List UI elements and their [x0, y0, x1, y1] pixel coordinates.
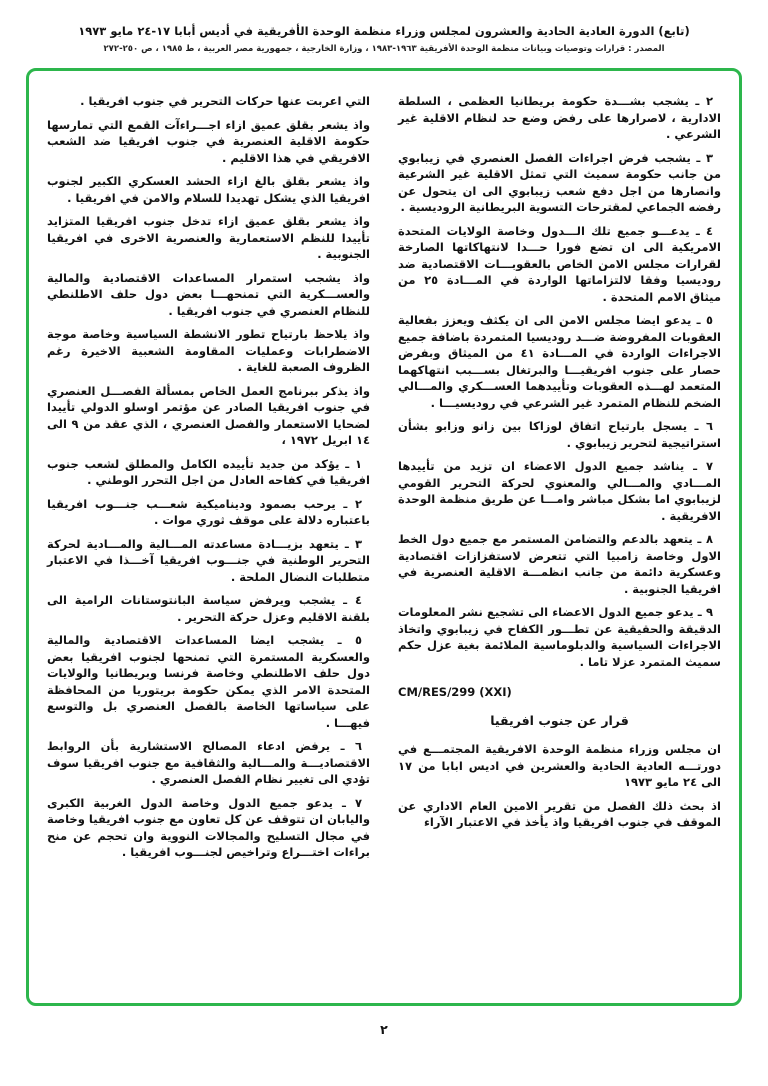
resolution-item: ٤ ـ يدعـــو جميع تلك الـــدول وخاصة الولايات المتحدة الامريكية الى ان تضع فورا حـــدا لانتهاكاتها الصارخة لقرارات مجلس الامن الخاص بالعقوبـــات الاقتصادية ضد روديسيا وفقا لالتزاماتها الواردة في المـــادة ٢٥ من ميثاق الامم المتحدة . — [398, 223, 721, 304]
resolution-preamble: ان مجلس وزراء منظمة الوحدة الافريقية المجتمـــع في دورتـــه العادية الحادية والعشرين في اديس ابابا من ١٧ الى ٢٤ مايو ١٩٧٣ — [398, 742, 721, 789]
two-column-layout — [47, 93, 721, 868]
resolution-preamble: واذ يشجب استمرار المساعدات الاقتصادية والمالية والعســـكرية التي تمنحهـــا بعض دول حلف الاطلنطي للنظام العنصري في جنوب افريقيا . — [47, 270, 370, 318]
resolution-item: ٦ ـ يرفض ادعاء المصالح الاستشارية بأن الروابط الاقتصاديـــة والمـــالية والثقافية مع جنوب افريقيا سوف تؤدي الى تغيير نظام الفصل العنصري . — [47, 739, 370, 786]
resolution-item: ٤ ـ يشجب ويرفض سياسة البانتوستانات الرامية الى بلقنة الاقليم وعزل حركة التحرير . — [47, 593, 370, 624]
page-footer — [0, 1006, 768, 1049]
resolution-item: ٢ ـ يرحب بصمود وديناميكية شعـــب جنـــوب افريقيا باعتباره دلالة على موقف ثوري موات . — [47, 496, 370, 527]
resolution-item: ٥ ـ يشجب ايضا المساعدات الاقتصادية والمالية والعسكرية المستمرة التي تمنحها لجنوب افريقيا بعض دول حلف الاطلنطي وخاصة فرنسا وبريطانيا والولايات المتحدة الامر الذي يمكن حكومة بريتوريا من المحافظة على سياساتها الخاصة بالفصل العنصري بل والتوسع فيهـــا . — [47, 633, 370, 730]
resolution-item: ١ ـ يؤكد من جديد تأييده الكامل والمطلق لشعب جنوب افريقيا في كفاحه العادل من اجل التحرر الوطني . — [47, 456, 370, 487]
resolution-item: ٣ ـ يتعهد بزيـــادة مساعدته المـــالية والمـــادية لحركة التحرير الوطنية في جنـــوب افريقيا آخـــذا في الاعتبار متطلبات النضال الملحة . — [47, 536, 370, 584]
resolution-item: ٢ ـ يشجب بشـــدة حكومة بريطانيا العظمى ، السلطة الادارية ، لاصرارها على رفض وضع حد لنظام الاقلية غير الشرعي . — [398, 94, 721, 141]
page-header — [0, 24, 768, 54]
column-left — [47, 93, 370, 868]
page-number: ٢ — [380, 1022, 388, 1037]
resolution-item: ٥ ـ يدعو ايضا مجلس الامن الى ان يكثف ويعزز بفعالية العقوبات المفروضة ضـــد روديسيا المتمردة باضافة جميع الاجراءات الواردة في المـــادة ٤١ من الميثاق وبفرض حصار على جنوب افريقيـــا والبرتغال بســـبب انتهاكهما المتعمد لهـــذه العقوبات وتأييدهما العســـكري والمـــالي الضخم للنظام المتمرد غير الشرعي في روديسيـــا . — [398, 313, 721, 410]
resolution-preamble: واذ يشعر بقلق بالغ ازاء الحشد العسكري الكبير لجنوب افريقيا الذي يشكل تهديدا للسلام والامن في افريقيا . — [47, 174, 370, 205]
resolution-preamble: واذ يذكر ببرنامج العمل الخاص بمسألة الفصـــل العنصري في جنوب افريقيا الصادر عن مؤتمر اوسلو الدولي تأييدا لضحايا الاستعمار والفصل العنصري ، الذي عقد من ٩ الى ١٤ ابريل ١٩٧٢ ، — [47, 383, 370, 447]
resolution-title: قرار عن جنوب افريقيا — [490, 712, 629, 728]
resolution-item: ٣ ـ يشجب فرض اجراءات الفصل العنصري في زيبابوي من جانب حكومة سميث التي تمثل الاقلية غير الشرعية وانصارها من اجل دفع شعب زيبابوي الى ان يتحول عن رفضه الجماعي لمقترحات التسوية البريطانية الروديسية . — [398, 150, 721, 214]
resolution-preamble: اذ بحث ذلك الفصل من تقرير الامين العام الاداري عن الموقف في جنوب افريقيا واذ يأخذ في الاعتبار الآراء — [398, 798, 721, 829]
content-border-box — [26, 68, 742, 1006]
resolution-item: ٧ ـ يدعو جميع الدول وخاصة الدول الغربية الكبرى واليابان ان تتوقف عن كل تعاون مع جنوب افريقيا وخاصة في مجال التسليح والمجالات النووية وان تحجم عن منح براءات اختـــراع وتراخيص لجنـــوب افريقيا . — [47, 795, 370, 859]
resolution-preamble: واذ يشعر بقلق عميق ازاء اجـــراءآت القمع التي تمارسها حكومة الاقلية العنصرية في جنوب افريقيا ضد الشعب الافريقي في هذا الاقليم . — [47, 117, 370, 165]
resolution-item: ٨ ـ يتعهد بالدعم والتضامن المستمر مع جميع دول الخط الاول وخاصة زامبيا التي تتعرض لاستفزازات اقتصادية وعسكرية دائمة من جانب انظمـــة الاقلية العنصرية في افريقيا الجنوبية . — [398, 532, 721, 596]
resolution-item: ٧ ـ يناشد جميع الدول الاعضاء ان تزيد من تأييدها المـــادي والمـــالي والمعنوي لحركة التحرير القومي لزيبابوي اما بشكل مباشر وامـــا عن طريق منظمة الوحدة الافريقية . — [398, 459, 721, 523]
column-right — [398, 93, 721, 838]
resolution-preamble: واذ يلاحظ بارتياح تطور الانشطة السياسية وخاصة موجة الاضطرابات وعمليات المقاومة الشعبية الاخيرة رغم الظروف الصعبة للغاية . — [47, 327, 370, 374]
resolution-ref: CM/RES/299 (XXI) — [398, 685, 512, 699]
resolution-preamble: واذ يشعر بقلق عميق ازاء تدخل جنوب افريقيا المتزايد تأييدا للنظم الاستعمارية والعنصرية الاخرى في افريقيا الجنوبية . — [47, 214, 370, 261]
header-source: المصدر : قرارات وتوصيات وبيانات منظمة الوحدة الأفريقية ١٩٦٣-١٩٨٣ ، وزارة الخارجية ، جمهورية مصر العربية ، ط ١٩٨٥ ، ص ٢٥٠-٢٧٢ — [103, 44, 665, 54]
resolution-preamble: التي اعربت عنها حركات التحرير في جنوب افريقيا . — [80, 94, 370, 108]
resolution-item: ٩ ـ يدعو جميع الدول الاعضاء الى تشجيع نشر المعلومات الدقيقة والحقيقية عن تطـــور الكفاح في زيبابوي واتخاذ الاجراءات السياسية والدبلوماسية الملائمة بغية عزل حكم سميث المتمرد عزلا تاما . — [398, 605, 721, 669]
resolution-item: ٦ ـ يسجل بارتياح اتفاق لوزاكا بين زانو وزابو بشأن استراتيجية لتحرير زيبابوي . — [398, 419, 721, 450]
header-title: (تابع) الدورة العادية الحادية والعشرون لمجلس وزراء منظمة الوحدة الأفريقية في أديس أبابا ١٧-٢٤ مايو ١٩٧٣ — [78, 24, 690, 38]
